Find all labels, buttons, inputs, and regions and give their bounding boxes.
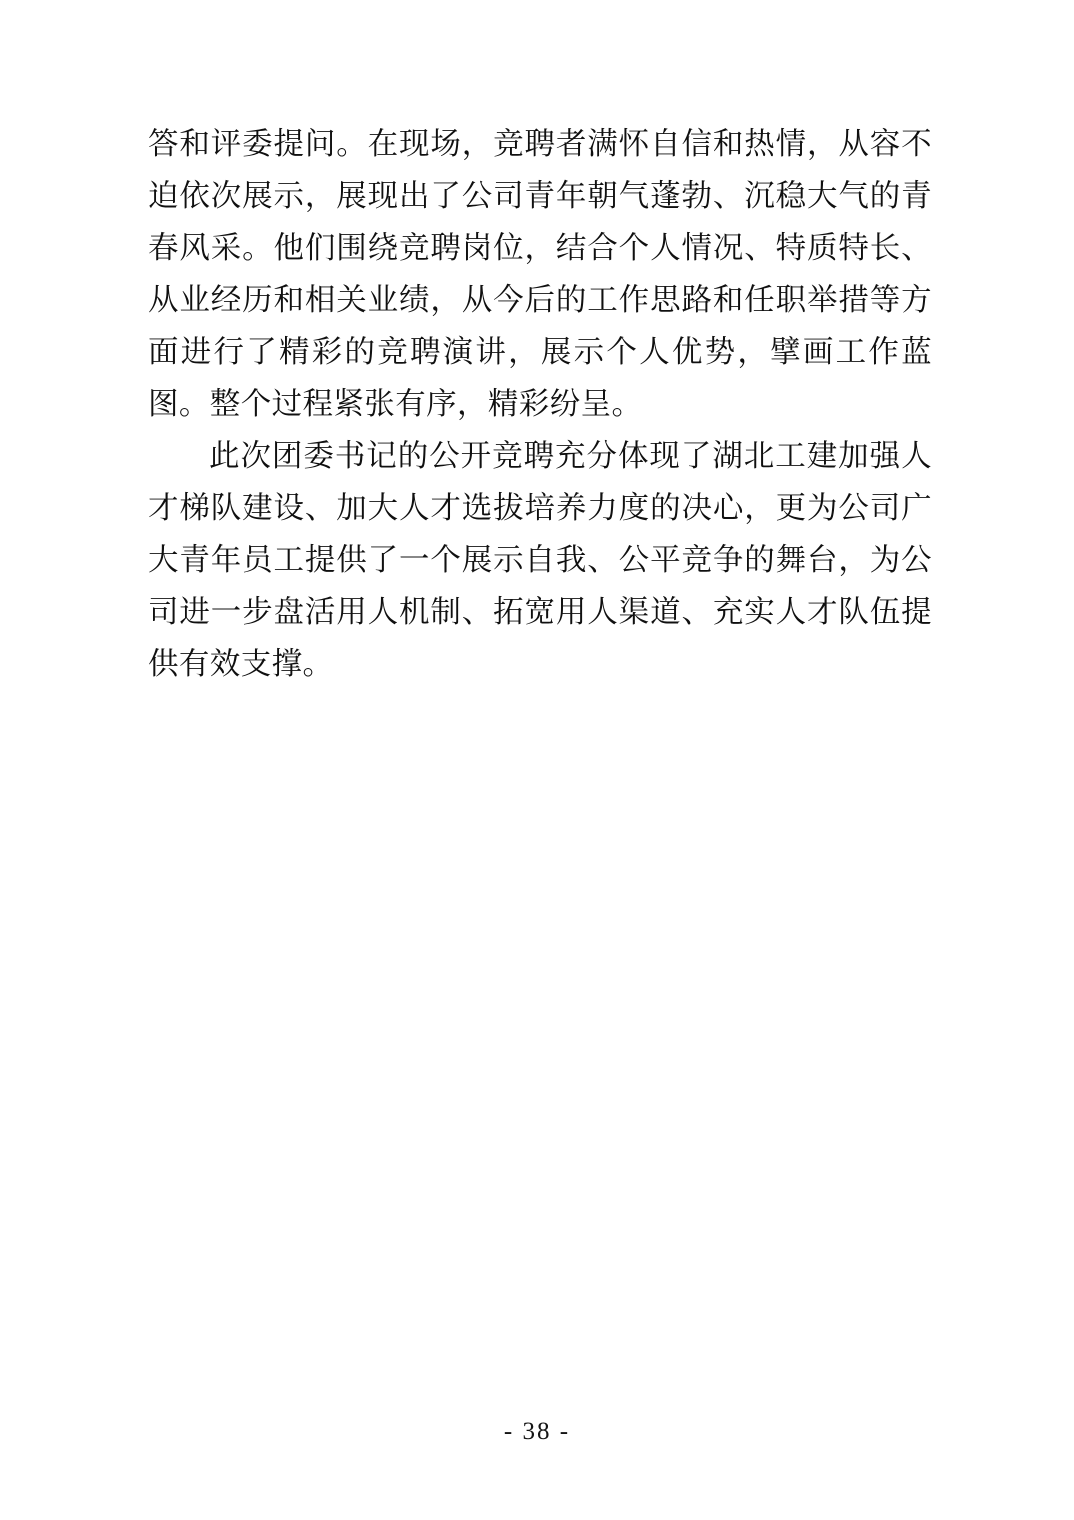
paragraph-summary: 此次团委书记的公开竞聘充分体现了湖北工建加强人才梯队建设、加大人才选拔培养力度的决心，更为公司广大青年员工提供了一个展示自我、公平竞争的舞台，为公司进一步盘活用人机制、拓宽用人渠道、充实人才队伍提供有效支撑。 [148,439,932,681]
paragraph-continuation: 答和评委提问。在现场，竞聘者满怀自信和热情，从容不迫依次展示，展现出了公司青年朝气蓬勃、沉稳大气的青春风采。他们围绕竞聘岗位，结合个人情况、特质特长、从业经历和相关业绩，从今后的工作思路和任职举措等方面进行了精彩的竞聘演讲，展示个人优势，擘画工作蓝图。整个过程紧张有序，精彩纷呈。 [148,127,932,421]
page-body [148,118,932,690]
page-number: - 38 - [503,1418,571,1445]
